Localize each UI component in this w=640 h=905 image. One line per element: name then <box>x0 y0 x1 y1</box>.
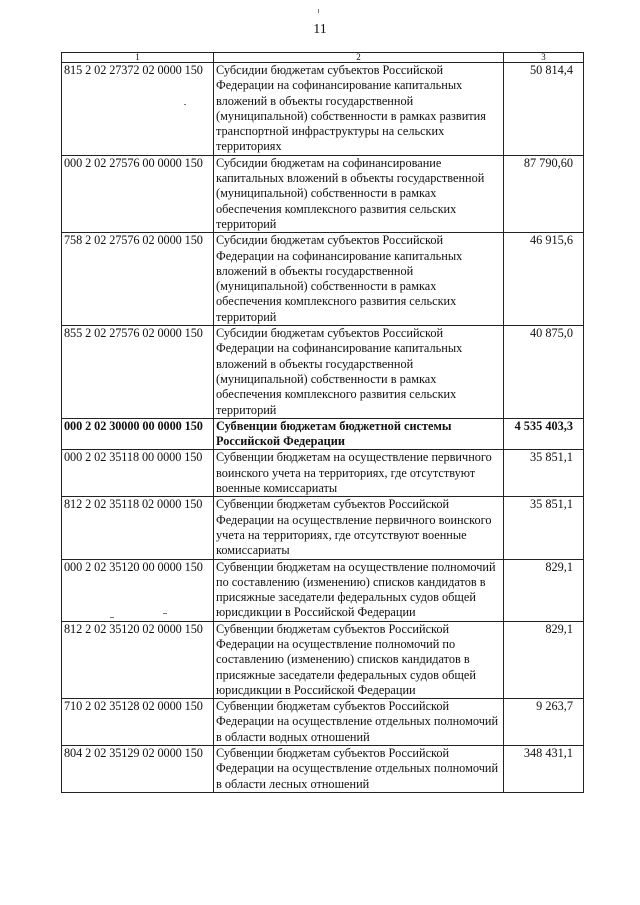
amount-cell: 829,1 <box>504 559 584 621</box>
table-row <box>62 497 584 559</box>
budget-code-cell: 000 2 02 27576 00 0000 150 <box>62 155 214 232</box>
table-row <box>62 63 584 156</box>
table-row <box>62 418 584 450</box>
table-row <box>62 233 584 326</box>
amount-cell: 35 851,1 <box>504 450 584 497</box>
amount-cell: 348 431,1 <box>504 746 584 793</box>
scan-speck <box>318 9 319 13</box>
column-number-1: 1 <box>62 53 214 63</box>
amount-cell: 9 263,7 <box>504 699 584 746</box>
column-number-2: 2 <box>214 53 504 63</box>
budget-code-cell: 812 2 02 35118 02 0000 150 <box>62 497 214 559</box>
column-number-row <box>62 53 584 63</box>
budget-code-cell: 804 2 02 35129 02 0000 150 <box>62 746 214 793</box>
budget-code-cell: 855 2 02 27576 02 0000 150 <box>62 326 214 419</box>
budget-code-cell: 000 2 02 35120 00 0000 150 <box>62 559 214 621</box>
description-cell: Субсидии бюджетам на софинансирование капитальных вложений в объекты государственной (муниципальной) собственности в рамках обеспечения комплексного развития сельских территорий <box>214 155 504 232</box>
amount-cell: 50 814,4 <box>504 63 584 156</box>
budget-table <box>61 52 584 793</box>
description-cell: Субвенции бюджетам субъектов Российской Федерации на осуществление первичного воинского учета на территориях, где отсутствуют военные комиссариаты <box>214 497 504 559</box>
column-number-3: 3 <box>504 53 584 63</box>
table-row <box>62 746 584 793</box>
description-cell: Субвенции бюджетам субъектов Российской Федерации на осуществление отдельных полномочий в области лесных отношений <box>214 746 504 793</box>
description-cell: Субвенции бюджетам на осуществление полномочий по составлению (изменению) списков кандидатов в присяжные заседатели федеральных судов общей юрисдикции в Российской Федерации <box>214 559 504 621</box>
amount-cell: 4 535 403,3 <box>504 418 584 450</box>
amount-cell: 40 875,0 <box>504 326 584 419</box>
table-row <box>62 621 584 698</box>
budget-code-cell: 812 2 02 35120 02 0000 150 <box>62 621 214 698</box>
table-body <box>62 63 584 793</box>
budget-code-cell: 758 2 02 27576 02 0000 150 <box>62 233 214 326</box>
page-number: 11 <box>313 22 327 37</box>
description-cell: Субсидии бюджетам субъектов Российской Федерации на софинансирование капитальных вложений в объекты государственной (муниципальной) собственности в рамках обеспечения комплексного развития сельских территорий <box>214 326 504 419</box>
description-cell: Субвенции бюджетам на осуществление первичного воинского учета на территориях, где отсутствуют военные комиссариаты <box>214 450 504 497</box>
description-cell: Субвенции бюджетам субъектов Российской Федерации на осуществление отдельных полномочий в области водных отношений <box>214 699 504 746</box>
table-row <box>62 559 584 621</box>
amount-cell: 829,1 <box>504 621 584 698</box>
description-cell: Субсидии бюджетам субъектов Российской Федерации на софинансирование капитальных вложений в объекты государственной (муниципальной) собственности в рамках развития транспортной инфраструктуры на сельских территориях <box>214 63 504 156</box>
table-row <box>62 450 584 497</box>
amount-cell: 46 915,6 <box>504 233 584 326</box>
scan-speck <box>163 613 167 614</box>
budget-code-cell: 710 2 02 35128 02 0000 150 <box>62 699 214 746</box>
amount-cell: 35 851,1 <box>504 497 584 559</box>
amount-cell: 87 790,60 <box>504 155 584 232</box>
description-cell: Субвенции бюджетам бюджетной системы Российской Федерации <box>214 418 504 450</box>
description-cell: Субсидии бюджетам субъектов Российской Федерации на софинансирование капитальных вложений в объекты государственной (муниципальной) собственности в рамках обеспечения комплексного развития сельских территорий <box>214 233 504 326</box>
table-row <box>62 326 584 419</box>
table-row <box>62 155 584 232</box>
scan-speck <box>184 104 186 105</box>
description-cell: Субвенции бюджетам субъектов Российской Федерации на осуществление полномочий по составлению (изменению) списков кандидатов в присяжные заседатели федеральных судов общей юрисдикции в Российской Федерации <box>214 621 504 698</box>
budget-code-cell: 000 2 02 35118 00 0000 150 <box>62 450 214 497</box>
budget-code-cell: 815 2 02 27372 02 0000 150 <box>62 63 214 156</box>
scan-speck <box>110 617 114 618</box>
budget-code-cell: 000 2 02 30000 00 0000 150 <box>62 418 214 450</box>
table-row <box>62 699 584 746</box>
